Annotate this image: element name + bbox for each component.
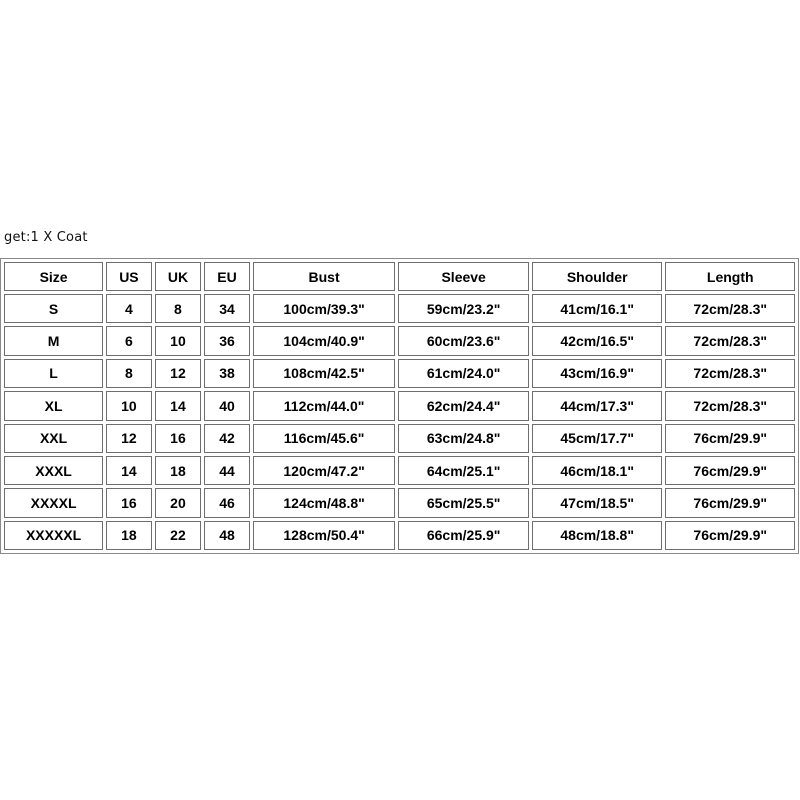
cell-length: 72cm/28.3" [665, 359, 795, 388]
cell-shoulder: 43cm/16.9" [532, 359, 663, 388]
header-uk: UK [155, 262, 202, 291]
table-row [4, 359, 795, 388]
header-row [4, 262, 795, 291]
cell-sleeve: 60cm/23.6" [398, 326, 529, 355]
cell-us: 6 [106, 326, 152, 355]
cell-eu: 40 [204, 391, 250, 420]
package-caption: get:1 X Coat [4, 230, 88, 245]
header-size: Size [4, 262, 103, 291]
cell-us: 8 [106, 359, 152, 388]
cell-eu: 38 [204, 359, 250, 388]
cell-length: 72cm/28.3" [665, 294, 795, 323]
header-us: US [106, 262, 152, 291]
cell-us: 4 [106, 294, 152, 323]
cell-sleeve: 62cm/24.4" [398, 391, 529, 420]
cell-bust: 116cm/45.6" [253, 424, 396, 453]
header-shoulder: Shoulder [532, 262, 663, 291]
cell-us: 14 [106, 456, 152, 485]
cell-uk: 20 [155, 488, 202, 517]
table-row [4, 456, 795, 485]
cell-size: XXXL [4, 456, 103, 485]
table-row [4, 424, 795, 453]
cell-size: S [4, 294, 103, 323]
cell-eu: 36 [204, 326, 250, 355]
cell-bust: 112cm/44.0" [253, 391, 396, 420]
cell-size: XL [4, 391, 103, 420]
cell-uk: 18 [155, 456, 202, 485]
cell-size: XXL [4, 424, 103, 453]
cell-shoulder: 48cm/18.8" [532, 521, 663, 550]
size-chart [0, 258, 799, 554]
cell-length: 76cm/29.9" [665, 488, 795, 517]
header-bust: Bust [253, 262, 396, 291]
cell-uk: 22 [155, 521, 202, 550]
cell-sleeve: 59cm/23.2" [398, 294, 529, 323]
cell-size: L [4, 359, 103, 388]
cell-length: 72cm/28.3" [665, 391, 795, 420]
cell-sleeve: 66cm/25.9" [398, 521, 529, 550]
cell-us: 18 [106, 521, 152, 550]
cell-uk: 10 [155, 326, 202, 355]
cell-bust: 120cm/47.2" [253, 456, 396, 485]
table-row [4, 521, 795, 550]
cell-shoulder: 42cm/16.5" [532, 326, 663, 355]
cell-shoulder: 47cm/18.5" [532, 488, 663, 517]
cell-bust: 104cm/40.9" [253, 326, 396, 355]
cell-bust: 128cm/50.4" [253, 521, 396, 550]
header-eu: EU [204, 262, 250, 291]
cell-uk: 14 [155, 391, 202, 420]
cell-shoulder: 45cm/17.7" [532, 424, 663, 453]
cell-sleeve: 63cm/24.8" [398, 424, 529, 453]
cell-eu: 34 [204, 294, 250, 323]
cell-bust: 108cm/42.5" [253, 359, 396, 388]
cell-us: 12 [106, 424, 152, 453]
table-row [4, 391, 795, 420]
cell-shoulder: 46cm/18.1" [532, 456, 663, 485]
cell-uk: 8 [155, 294, 202, 323]
cell-length: 72cm/28.3" [665, 326, 795, 355]
cell-length: 76cm/29.9" [665, 424, 795, 453]
header-sleeve: Sleeve [398, 262, 529, 291]
cell-sleeve: 65cm/25.5" [398, 488, 529, 517]
cell-eu: 42 [204, 424, 250, 453]
size-table [1, 259, 798, 553]
header-length: Length [665, 262, 795, 291]
cell-uk: 12 [155, 359, 202, 388]
cell-length: 76cm/29.9" [665, 456, 795, 485]
cell-eu: 46 [204, 488, 250, 517]
cell-shoulder: 41cm/16.1" [532, 294, 663, 323]
table-row [4, 294, 795, 323]
cell-size: XXXXXL [4, 521, 103, 550]
cell-sleeve: 64cm/25.1" [398, 456, 529, 485]
cell-bust: 124cm/48.8" [253, 488, 396, 517]
cell-size: M [4, 326, 103, 355]
cell-shoulder: 44cm/17.3" [532, 391, 663, 420]
cell-size: XXXXL [4, 488, 103, 517]
cell-length: 76cm/29.9" [665, 521, 795, 550]
cell-eu: 48 [204, 521, 250, 550]
table-row [4, 326, 795, 355]
cell-sleeve: 61cm/24.0" [398, 359, 529, 388]
cell-eu: 44 [204, 456, 250, 485]
table-row [4, 488, 795, 517]
cell-us: 10 [106, 391, 152, 420]
cell-uk: 16 [155, 424, 202, 453]
cell-us: 16 [106, 488, 152, 517]
cell-bust: 100cm/39.3" [253, 294, 396, 323]
